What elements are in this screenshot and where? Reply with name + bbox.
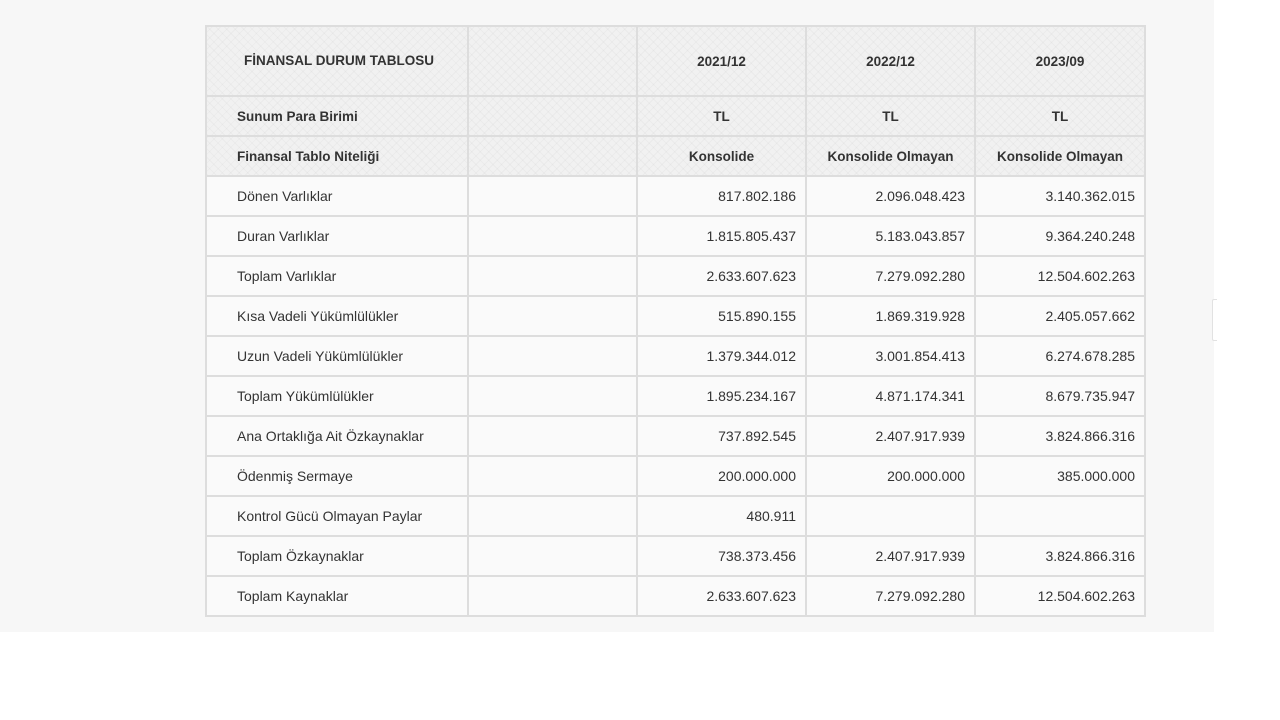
table-row <box>206 456 1145 496</box>
row-value: 2.633.607.623 <box>637 256 806 296</box>
financial-statement-table <box>205 25 1146 617</box>
period-header: 2023/09 <box>975 26 1145 96</box>
row-value: 2.096.048.423 <box>806 176 975 216</box>
empty-cell <box>468 216 637 256</box>
empty-cell <box>468 456 637 496</box>
table-row <box>206 176 1145 216</box>
currency-value: TL <box>637 96 806 136</box>
row-value: 3.140.362.015 <box>975 176 1145 216</box>
currency-label: Sunum Para Birimi <box>206 96 468 136</box>
row-value: 1.869.319.928 <box>806 296 975 336</box>
row-value: 12.504.602.263 <box>975 256 1145 296</box>
row-value: 5.183.043.857 <box>806 216 975 256</box>
empty-cell <box>468 176 637 216</box>
empty-cell <box>468 496 637 536</box>
row-value: 4.871.174.341 <box>806 376 975 416</box>
currency-value: TL <box>806 96 975 136</box>
row-value: 7.279.092.280 <box>806 256 975 296</box>
row-value: 1.379.344.012 <box>637 336 806 376</box>
row-value: 2.407.917.939 <box>806 416 975 456</box>
row-value: 12.504.602.263 <box>975 576 1145 616</box>
empty-cell <box>468 416 637 456</box>
table-title: FİNANSAL DURUM TABLOSU <box>206 26 468 96</box>
row-value: 1.815.805.437 <box>637 216 806 256</box>
row-value: 2.633.607.623 <box>637 576 806 616</box>
row-value: 738.373.456 <box>637 536 806 576</box>
empty-cell <box>468 96 637 136</box>
row-label: Kısa Vadeli Yükümlülükler <box>206 296 468 336</box>
row-value: 817.802.186 <box>637 176 806 216</box>
row-value: 480.911 <box>637 496 806 536</box>
row-value: 200.000.000 <box>637 456 806 496</box>
empty-cell <box>468 536 637 576</box>
row-label: Toplam Özkaynaklar <box>206 536 468 576</box>
row-label: Duran Varlıklar <box>206 216 468 256</box>
currency-row <box>206 96 1145 136</box>
table-row <box>206 416 1145 456</box>
row-label: Toplam Kaynaklar <box>206 576 468 616</box>
row-value: 515.890.155 <box>637 296 806 336</box>
row-value <box>975 496 1145 536</box>
statement-nature-value: Konsolide <box>637 136 806 176</box>
row-value: 2.405.057.662 <box>975 296 1145 336</box>
row-value: 7.279.092.280 <box>806 576 975 616</box>
statement-nature-value: Konsolide Olmayan <box>975 136 1145 176</box>
row-value: 3.001.854.413 <box>806 336 975 376</box>
row-value: 2.407.917.939 <box>806 536 975 576</box>
row-value: 9.364.240.248 <box>975 216 1145 256</box>
period-header: 2021/12 <box>637 26 806 96</box>
row-label: Dönen Varlıklar <box>206 176 468 216</box>
table-row <box>206 336 1145 376</box>
empty-header-cell <box>468 26 637 96</box>
row-value: 737.892.545 <box>637 416 806 456</box>
currency-value: TL <box>975 96 1145 136</box>
empty-cell <box>468 376 637 416</box>
table-row <box>206 216 1145 256</box>
row-label: Kontrol Gücü Olmayan Paylar <box>206 496 468 536</box>
row-value <box>806 496 975 536</box>
row-label: Ana Ortaklığa Ait Özkaynaklar <box>206 416 468 456</box>
table-row <box>206 376 1145 416</box>
empty-cell <box>468 256 637 296</box>
row-value: 385.000.000 <box>975 456 1145 496</box>
table-row <box>206 496 1145 536</box>
row-value: 8.679.735.947 <box>975 376 1145 416</box>
period-header: 2022/12 <box>806 26 975 96</box>
side-panel-handle[interactable] <box>1212 299 1217 341</box>
row-value: 6.274.678.285 <box>975 336 1145 376</box>
row-label: Toplam Yükümlülükler <box>206 376 468 416</box>
row-value: 3.824.866.316 <box>975 416 1145 456</box>
table-row <box>206 296 1145 336</box>
table-row <box>206 256 1145 296</box>
empty-cell <box>468 296 637 336</box>
empty-cell <box>468 576 637 616</box>
row-value: 200.000.000 <box>806 456 975 496</box>
row-value: 3.824.866.316 <box>975 536 1145 576</box>
statement-nature-row <box>206 136 1145 176</box>
statement-nature-value: Konsolide Olmayan <box>806 136 975 176</box>
row-label: Ödenmiş Sermaye <box>206 456 468 496</box>
row-value: 1.895.234.167 <box>637 376 806 416</box>
row-label: Toplam Varlıklar <box>206 256 468 296</box>
table-row <box>206 576 1145 616</box>
statement-nature-label: Finansal Tablo Niteliği <box>206 136 468 176</box>
empty-cell <box>468 136 637 176</box>
header-row <box>206 26 1145 96</box>
empty-cell <box>468 336 637 376</box>
table-row <box>206 536 1145 576</box>
row-label: Uzun Vadeli Yükümlülükler <box>206 336 468 376</box>
